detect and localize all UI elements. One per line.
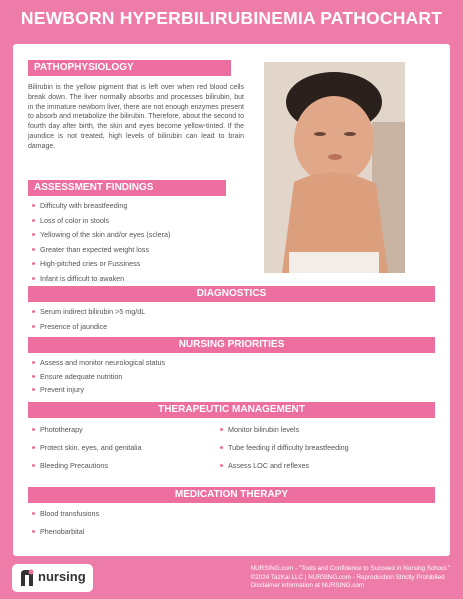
newborn-photo [264, 62, 405, 273]
list-item: Loss of color in stools [31, 216, 170, 225]
nursing-priorities-list [31, 358, 165, 394]
diagnostics-header: DIAGNOSTICS [28, 286, 435, 302]
list-item: Infant is difficult to awaken [31, 274, 170, 283]
footer-tagline: NURSING.com - "Tools and Confidence to Succeed in Nursing School." [250, 565, 450, 572]
list-item: Protect skin, eyes, and genitalia [31, 443, 141, 452]
logo-text: nursing [38, 569, 86, 584]
footer-text [251, 565, 450, 591]
list-item: Blood transfusions [31, 509, 99, 518]
therapeutic-list-left [31, 425, 141, 470]
list-item: Yellowing of the skin and/or eyes (sclera) [31, 230, 170, 239]
assessment-findings-list [31, 201, 170, 283]
list-item: Assess LOC and reflexes [219, 461, 349, 470]
footer-disclaimer[interactable]: Disclaimer information at NURSING.com [250, 582, 365, 589]
list-item: Phototherapy [31, 425, 141, 434]
nursing-priorities-header: NURSING PRIORITIES [28, 337, 435, 353]
footer-copyright: ©2024 TazKai LLC | NURSING.com - Reproduction Strictly Prohibited [250, 573, 445, 581]
list-item: Phenobarbital [31, 527, 99, 536]
list-item: Prevent injury [31, 385, 165, 394]
footer [0, 556, 463, 599]
pathophysiology-header: PATHOPHYSIOLOGY [28, 60, 231, 76]
page-title: NEWBORN HYPERBILIRUBINEMIA PATHOCHART [20, 8, 443, 28]
list-item: Bleeding Precautions [31, 461, 141, 470]
content-card [13, 44, 450, 556]
assessment-findings-header: ASSESSMENT FINDINGS [28, 180, 226, 196]
list-item: Tube feeding if difficulty breastfeeding [219, 443, 349, 452]
list-item: Ensure adequate nutrition [31, 372, 165, 381]
diagnostics-list [31, 307, 145, 331]
therapeutic-management-header: THERAPEUTIC MANAGEMENT [28, 402, 435, 418]
list-item: Greater than expected weight loss [31, 245, 170, 254]
therapeutic-list-right [219, 425, 349, 470]
list-item: Assess and monitor neurological status [31, 358, 165, 367]
pathophysiology-text: Bilirubin is the yellow pigment that is left over when red blood cells break down. The liver normally absorbs and processes bilirubin, but in the immature newborn liver, there are not enough enzymes present to absorb and metabolize the bilirubin. Therefore, about the second to fourth day after birth, the skin and eyes become yellow-tinted. If the jaundice is not treated, high levels of bilirubin can lead to brain damage. [28, 84, 244, 150]
list-item: Serum indirect bilirubin >5 mg/dL [31, 307, 145, 316]
list-item: High-pitched cries or Fussiness [31, 259, 170, 268]
brand-logo[interactable] [12, 564, 93, 592]
list-item: Monitor bilirubin levels [219, 425, 349, 434]
list-item: Presence of jaundice [31, 322, 145, 331]
nursing-logo-icon [17, 568, 37, 588]
medication-therapy-list [31, 509, 99, 536]
medication-therapy-header: MEDICATION THERAPY [28, 487, 435, 503]
newborn-illustration [264, 62, 405, 273]
list-item: Difficulty with breastfeeding [31, 201, 170, 210]
